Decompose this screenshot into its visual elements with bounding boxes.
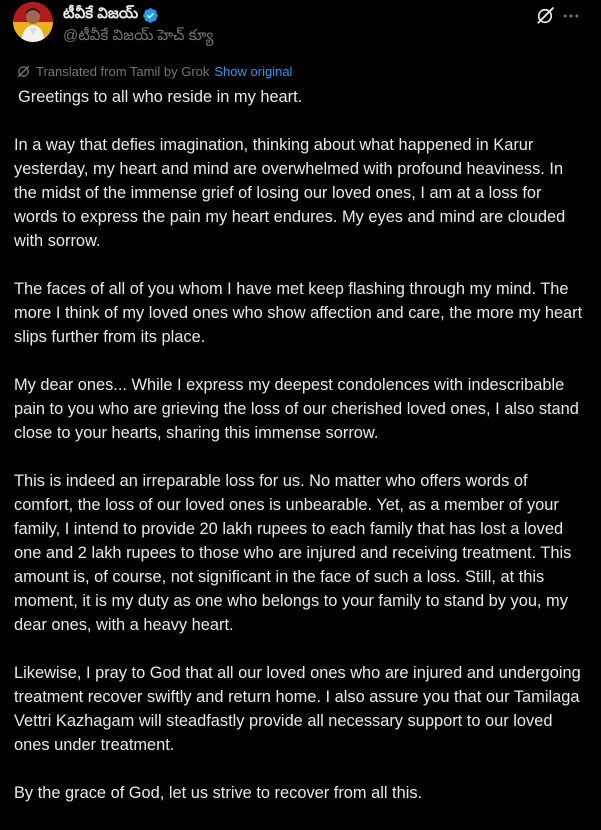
grok-icon [535, 6, 555, 26]
tweet-paragraph: This is indeed an irreparable loss for us. No matter who offers words of comfort, the loss of our loved ones is unbearable. Yet, as a member of your family, I intend to provide 20 lakh rupees to each family that has lost a loved one and 2 lakh rupees to those who are injured and receiving treatment. This amount is, of course, not significant in the face of such a loss. Still, at this moment, it is my duty as one who belongs to your family to stand by you, my dear ones, with a heavy heart. [14, 472, 572, 634]
show-original-link[interactable]: Show original [214, 63, 293, 79]
tweet-paragraph: Greetings to all who reside in my heart. [18, 88, 303, 106]
tweet-paragraph: In a way that defies imagination, thinking about what happened in Karur yesterday, my heart and mind are overwhelmed with profound heaviness. In the midst of the immense grief of losing our loved ones, I am at a loss for words to express the pain my heart endures. My eyes and mind are clouded with sorrow. [14, 136, 566, 250]
grok-translate-icon [16, 64, 31, 79]
tweet-paragraph: Likewise, I pray to God that all our loved ones who are injured and undergoing treatment recover swiftly and return home. I also assure you that our Tamilaga Vettri Kazhagam will steadfastly provide all necessary support to our loved ones under treatment. [14, 664, 581, 754]
tweet-paragraph: The faces of all of you whom I have met keep flashing through my mind. The more I think of my loved ones who show affection and care, the more my heart slips further from its place. [14, 280, 583, 346]
author-display-name[interactable]: టీవీకే విజయ్ [63, 4, 139, 22]
verified-badge-icon [142, 7, 159, 24]
translation-note: Translated from Tamil by Grok [36, 63, 210, 79]
translation-notice [16, 62, 292, 80]
author-handle[interactable]: @టీవీకే విజయ్ హెచ్ క్యూ [63, 27, 214, 44]
tweet-paragraph: By the grace of God, let us strive to recover from all this. [14, 784, 423, 802]
grok-button[interactable] [534, 5, 556, 27]
more-options-button[interactable] [559, 5, 583, 27]
author-name-row [63, 5, 159, 25]
tweet-text [14, 85, 586, 805]
avatar[interactable] [13, 2, 53, 42]
avatar-image [13, 2, 53, 42]
more-icon [561, 6, 581, 26]
tweet-paragraph: My dear ones... While I express my deepest condolences with indescribable pain to you who are grieving the loss of our cherished loved ones, I also stand close to your hearts, sharing this immense sorrow. [14, 376, 579, 442]
